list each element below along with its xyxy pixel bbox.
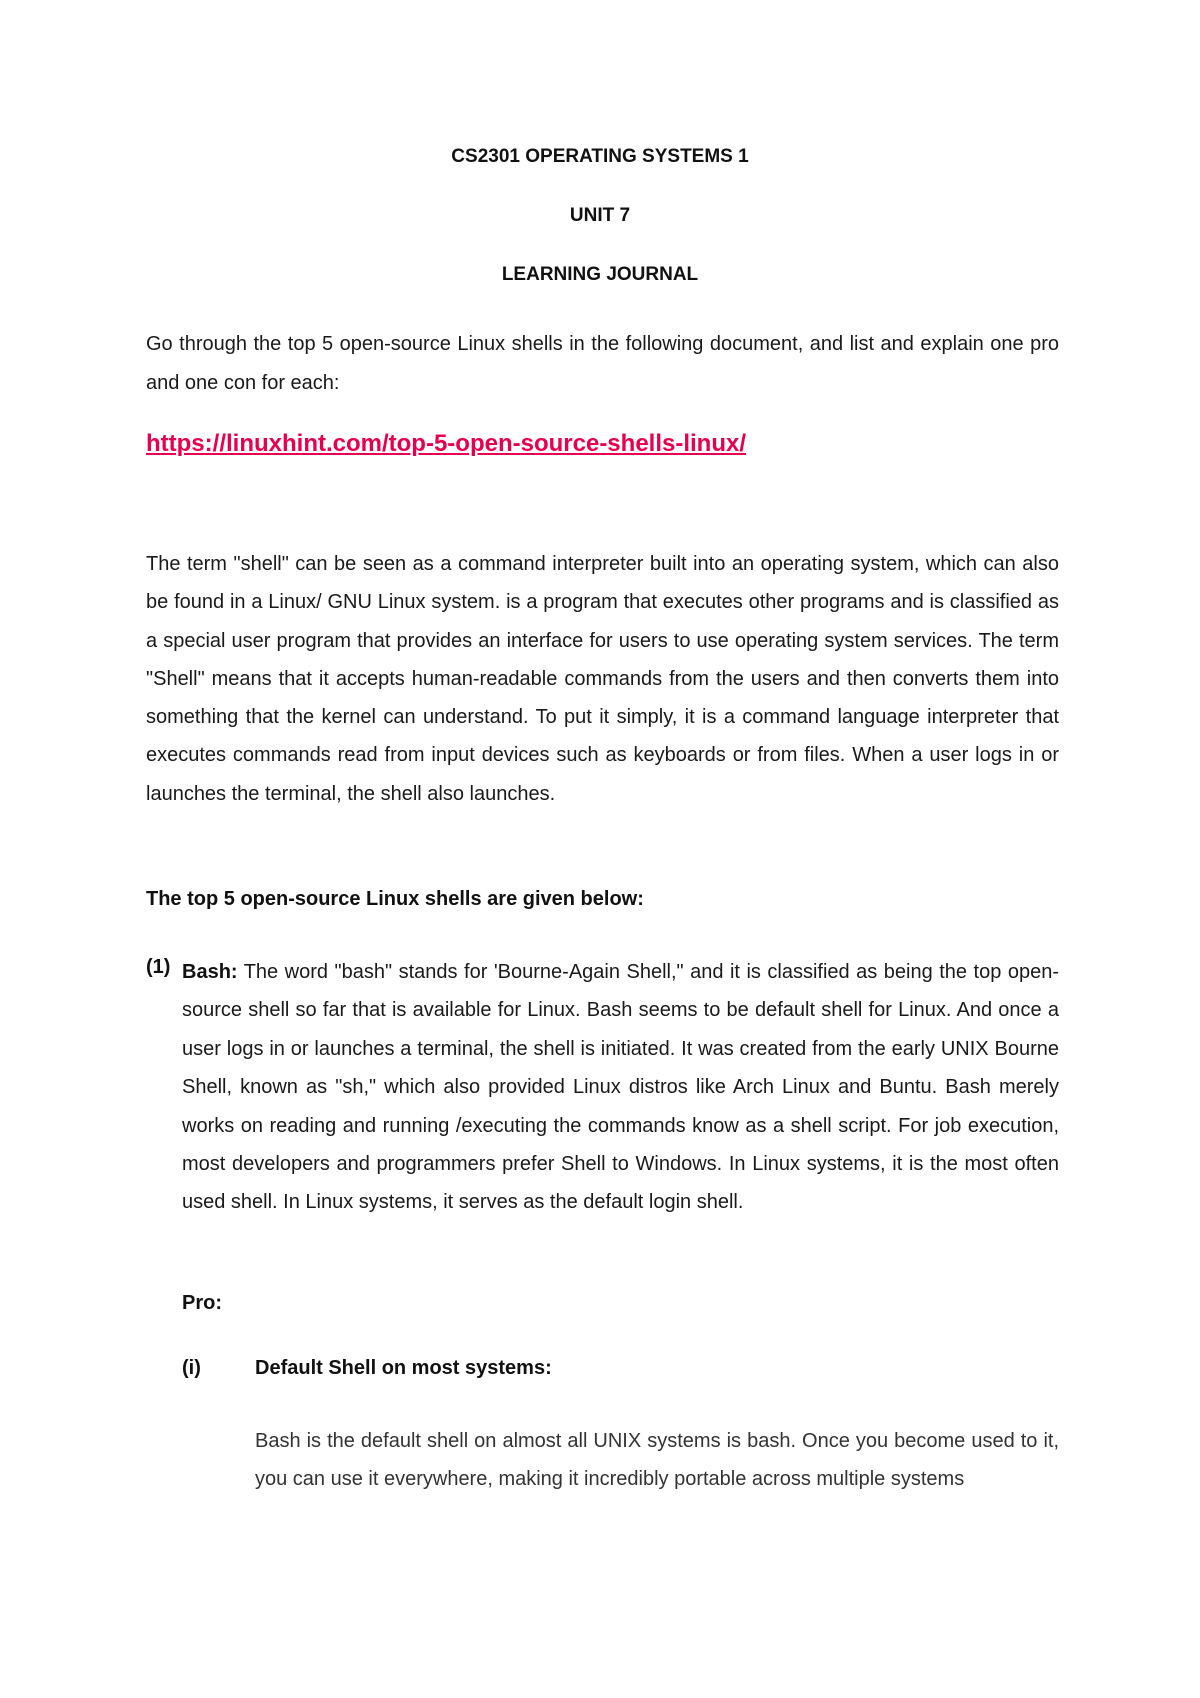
top5-heading: The top 5 open-source Linux shells are given below: [146, 888, 644, 910]
shell-description: The word "bash" stands for 'Bourne-Again Shell," and it is classified as being the top open-source shell so far that is available for Linux. Bash seems to be default shell for Linux. And once a user logs in or launches a terminal, the shell is initiated. It was created from the early UNIX Bourne Shell, known as "sh," which also provided Linux distros like Arch Linux and Buntu. Bash merely works on reading and running /executing the commands know as a shell script. For job execution, most developers and programmers prefer Shell to Windows. In Linux systems, it is the most often used shell. In Linux systems, it serves as the default login shell. [182, 961, 1059, 1214]
pro-item-number: (i) [182, 1357, 201, 1379]
shell-name: Bash: [182, 961, 238, 983]
intro-paragraph: Go through the top 5 open-source Linux shells in the following document, and list and explain one pro and one con for each: [146, 333, 1059, 394]
assignment-title: LEARNING JOURNAL [501, 264, 699, 285]
source-link[interactable]: https://linuxhint.com/top-5-open-source-shells-linux/ [146, 430, 747, 457]
pro-label: Pro: [182, 1292, 222, 1314]
list-item-number: (1) [146, 956, 171, 978]
unit-title: UNIT 7 [569, 205, 631, 226]
course-title: CS2301 OPERATING SYSTEMS 1 [451, 146, 749, 167]
list-item-bash [182, 953, 1059, 1222]
shell-definition-paragraph: The term "shell" can be seen as a command interpreter built into an operating system, which can also be found in a Linux/ GNU Linux system. is a program that executes other programs and is classified as a special user program that provides an interface for users to use operating system services. The term "Shell" means that it accepts human-readable commands from the users and then converts them into something that the kernel can understand. To put it simply, it is a command language interpreter that executes commands read from input devices such as keyboards or from files. When a user logs in or launches the terminal, the shell also launches. [146, 553, 1059, 805]
pro-item-title: Default Shell on most systems: [255, 1357, 552, 1379]
pro-item-description: Bash is the default shell on almost all UNIX systems is bash. Once you become used to it, you can use it everywhere, making it incredibly portable across multiple systems [255, 1430, 1059, 1491]
